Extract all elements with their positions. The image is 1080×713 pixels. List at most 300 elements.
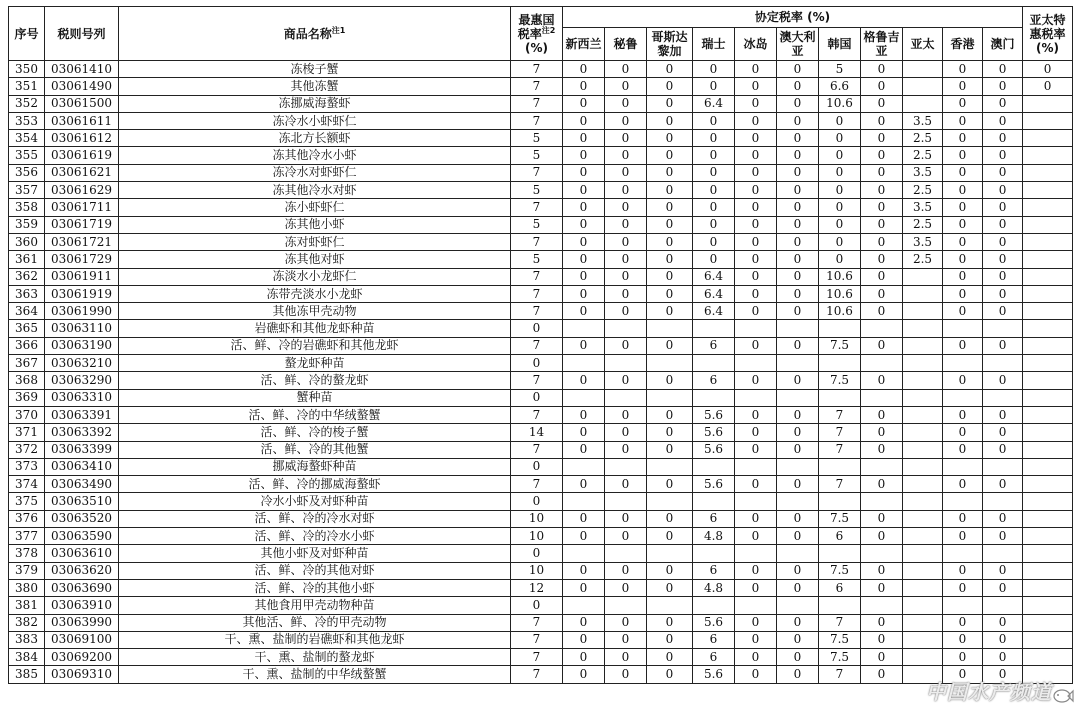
- cell-name: 冻其他对虾: [119, 251, 511, 268]
- table-row: [9, 631, 1073, 648]
- cell-australia: 0: [777, 268, 819, 285]
- cell-peru: 0: [605, 268, 647, 285]
- table-row: [9, 95, 1073, 112]
- cell-code: 03061729: [45, 251, 119, 268]
- cell-switzerland: 0: [693, 61, 735, 78]
- cell-australia: 0: [777, 666, 819, 683]
- table-row: [9, 233, 1073, 250]
- cell-hong-kong: 0: [943, 666, 983, 683]
- cell-iceland: [735, 493, 777, 510]
- cell-australia: [777, 493, 819, 510]
- cell-mfn: 7: [511, 268, 563, 285]
- cell-peru: 0: [605, 78, 647, 95]
- cell-seq: 380: [9, 579, 45, 596]
- cell-australia: 0: [777, 303, 819, 320]
- cell-iceland: 0: [735, 95, 777, 112]
- cell-name: 活、鲜、冷的岩礁虾和其他龙虾: [119, 337, 511, 354]
- cell-nz: 0: [563, 372, 605, 389]
- cell-nz: 0: [563, 666, 605, 683]
- cell-korea: 7.5: [819, 562, 861, 579]
- cell-apta: [903, 95, 943, 112]
- cell-code: 03061711: [45, 199, 119, 216]
- cell-apta: [903, 631, 943, 648]
- cell-apta-special: [1023, 528, 1073, 545]
- cell-code: 03061990: [45, 303, 119, 320]
- table-row: [9, 112, 1073, 129]
- cell-costa-rica: 0: [647, 476, 693, 493]
- watermark-text: 中国水产频道: [926, 680, 1052, 704]
- cell-seq: 351: [9, 78, 45, 95]
- cell-code: 03061500: [45, 95, 119, 112]
- cell-peru: 0: [605, 562, 647, 579]
- cell-georgia: 0: [861, 268, 903, 285]
- cell-australia: 0: [777, 337, 819, 354]
- cell-name: 其他小虾及对虾种苗: [119, 545, 511, 562]
- cell-macau: 0: [983, 424, 1023, 441]
- cell-seq: 354: [9, 130, 45, 147]
- col-hong-kong-header: 香港: [943, 28, 983, 61]
- cell-australia: 0: [777, 112, 819, 129]
- cell-seq: 383: [9, 631, 45, 648]
- cell-macau: 0: [983, 528, 1023, 545]
- cell-peru: [605, 545, 647, 562]
- cell-name: 活、鲜、冷的其他蟹: [119, 441, 511, 458]
- cell-switzerland: 6: [693, 562, 735, 579]
- cell-switzerland: 5.6: [693, 614, 735, 631]
- cell-nz: 0: [563, 182, 605, 199]
- cell-iceland: 0: [735, 199, 777, 216]
- cell-nz: 0: [563, 95, 605, 112]
- cell-australia: 0: [777, 372, 819, 389]
- cell-korea: 7: [819, 666, 861, 683]
- cell-hong-kong: 0: [943, 78, 983, 95]
- cell-nz: 0: [563, 579, 605, 596]
- cell-mfn: 5: [511, 216, 563, 233]
- cell-peru: 0: [605, 216, 647, 233]
- cell-australia: [777, 545, 819, 562]
- cell-name: 活、鲜、冷的梭子蟹: [119, 424, 511, 441]
- cell-georgia: 0: [861, 337, 903, 354]
- cell-korea: 7: [819, 476, 861, 493]
- cell-apta: [903, 61, 943, 78]
- cell-australia: 0: [777, 614, 819, 631]
- cell-apta-special: [1023, 164, 1073, 181]
- cell-georgia: 0: [861, 182, 903, 199]
- cell-hong-kong: 0: [943, 528, 983, 545]
- cell-mfn: 0: [511, 597, 563, 614]
- cell-korea: 7: [819, 441, 861, 458]
- cell-korea: 7.5: [819, 631, 861, 648]
- cell-apta: [903, 78, 943, 95]
- cell-apta-special: [1023, 510, 1073, 527]
- cell-code: 03061410: [45, 61, 119, 78]
- cell-code: 03061721: [45, 233, 119, 250]
- cell-iceland: 0: [735, 510, 777, 527]
- table-row: [9, 493, 1073, 510]
- table-row: [9, 372, 1073, 389]
- cell-georgia: 0: [861, 303, 903, 320]
- cell-hong-kong: 0: [943, 579, 983, 596]
- cell-macau: 0: [983, 510, 1023, 527]
- col-apta-header: 亚太: [903, 28, 943, 61]
- cell-costa-rica: 0: [647, 424, 693, 441]
- cell-georgia: 0: [861, 476, 903, 493]
- cell-name: 活、鲜、冷的螯龙虾: [119, 372, 511, 389]
- cell-iceland: 0: [735, 631, 777, 648]
- cell-seq: 382: [9, 614, 45, 631]
- table-row: [9, 562, 1073, 579]
- cell-name: 干、熏、盐制的螯龙虾: [119, 649, 511, 666]
- cell-apta: [903, 268, 943, 285]
- cell-code: 03063620: [45, 562, 119, 579]
- cell-macau: 0: [983, 216, 1023, 233]
- cell-switzerland: 5.6: [693, 406, 735, 423]
- cell-macau: 0: [983, 631, 1023, 648]
- table-row: [9, 251, 1073, 268]
- cell-code: 03069310: [45, 666, 119, 683]
- cell-seq: 364: [9, 303, 45, 320]
- cell-apta-special: 0: [1023, 61, 1073, 78]
- cell-costa-rica: [647, 458, 693, 475]
- cell-switzerland: 0: [693, 182, 735, 199]
- cell-seq: 371: [9, 424, 45, 441]
- cell-switzerland: 4.8: [693, 579, 735, 596]
- cell-iceland: 0: [735, 614, 777, 631]
- table-row: [9, 355, 1073, 372]
- table-row: [9, 406, 1073, 423]
- cell-nz: 0: [563, 233, 605, 250]
- cell-australia: [777, 320, 819, 337]
- cell-seq: 377: [9, 528, 45, 545]
- cell-peru: 0: [605, 130, 647, 147]
- cell-hong-kong: 0: [943, 337, 983, 354]
- cell-hong-kong: [943, 320, 983, 337]
- cell-hong-kong: [943, 597, 983, 614]
- cell-iceland: 0: [735, 303, 777, 320]
- table-row: [9, 78, 1073, 95]
- cell-georgia: [861, 597, 903, 614]
- cell-switzerland: 0: [693, 130, 735, 147]
- cell-nz: 0: [563, 303, 605, 320]
- cell-iceland: 0: [735, 649, 777, 666]
- cell-apta-special: [1023, 614, 1073, 631]
- cell-apta-special: [1023, 424, 1073, 441]
- cell-costa-rica: 0: [647, 130, 693, 147]
- cell-costa-rica: 0: [647, 268, 693, 285]
- cell-macau: [983, 458, 1023, 475]
- cell-seq: 372: [9, 441, 45, 458]
- cell-georgia: 0: [861, 372, 903, 389]
- cell-peru: 0: [605, 476, 647, 493]
- cell-switzerland: 6.4: [693, 268, 735, 285]
- cell-apta-special: [1023, 320, 1073, 337]
- cell-apta-special: [1023, 493, 1073, 510]
- cell-nz: 0: [563, 112, 605, 129]
- cell-korea: 6.6: [819, 78, 861, 95]
- cell-apta-special: 0: [1023, 78, 1073, 95]
- cell-apta-special: [1023, 441, 1073, 458]
- table-row: [9, 268, 1073, 285]
- cell-peru: 0: [605, 614, 647, 631]
- cell-hong-kong: 0: [943, 216, 983, 233]
- cell-hong-kong: 0: [943, 631, 983, 648]
- cell-hong-kong: 0: [943, 562, 983, 579]
- cell-macau: 0: [983, 268, 1023, 285]
- cell-switzerland: 6: [693, 510, 735, 527]
- cell-iceland: 0: [735, 528, 777, 545]
- cell-costa-rica: 0: [647, 631, 693, 648]
- cell-name: 其他冻蟹: [119, 78, 511, 95]
- cell-costa-rica: [647, 597, 693, 614]
- cell-hong-kong: 0: [943, 372, 983, 389]
- cell-mfn: 7: [511, 631, 563, 648]
- cell-costa-rica: 0: [647, 510, 693, 527]
- cell-seq: 367: [9, 355, 45, 372]
- cell-costa-rica: 0: [647, 182, 693, 199]
- cell-peru: 0: [605, 95, 647, 112]
- cell-hong-kong: [943, 545, 983, 562]
- cell-name: 螯龙虾种苗: [119, 355, 511, 372]
- cell-nz: [563, 493, 605, 510]
- table-row: [9, 476, 1073, 493]
- cell-hong-kong: [943, 493, 983, 510]
- cell-peru: 0: [605, 510, 647, 527]
- table-row: [9, 164, 1073, 181]
- cell-code: 03061911: [45, 268, 119, 285]
- cell-korea: [819, 545, 861, 562]
- cell-costa-rica: 0: [647, 666, 693, 683]
- cell-code: 03063290: [45, 372, 119, 389]
- cell-macau: 0: [983, 337, 1023, 354]
- mfn-footnote: 注2: [541, 25, 556, 35]
- cell-switzerland: 6: [693, 631, 735, 648]
- cell-iceland: 0: [735, 666, 777, 683]
- cell-macau: [983, 597, 1023, 614]
- table-row: [9, 614, 1073, 631]
- cell-switzerland: 5.6: [693, 424, 735, 441]
- cell-seq: 355: [9, 147, 45, 164]
- cell-georgia: 0: [861, 649, 903, 666]
- cell-macau: 0: [983, 112, 1023, 129]
- table-row: [9, 182, 1073, 199]
- cell-mfn: 7: [511, 303, 563, 320]
- cell-iceland: 0: [735, 406, 777, 423]
- cell-macau: 0: [983, 251, 1023, 268]
- table-row: [9, 441, 1073, 458]
- cell-code: 03063490: [45, 476, 119, 493]
- table-row: [9, 337, 1073, 354]
- cell-korea: 0: [819, 251, 861, 268]
- cell-name: 活、鲜、冷的其他对虾: [119, 562, 511, 579]
- cell-code: 03063391: [45, 406, 119, 423]
- cell-apta: [903, 441, 943, 458]
- cell-peru: 0: [605, 285, 647, 302]
- cell-apta: [903, 579, 943, 596]
- cell-costa-rica: 0: [647, 406, 693, 423]
- cell-macau: 0: [983, 614, 1023, 631]
- cell-name: 干、熏、盐制的岩礁虾和其他龙虾: [119, 631, 511, 648]
- cell-nz: 0: [563, 130, 605, 147]
- cell-name: 冻其他冷水小虾: [119, 147, 511, 164]
- cell-apta-special: [1023, 182, 1073, 199]
- cell-mfn: 7: [511, 95, 563, 112]
- cell-mfn: 7: [511, 666, 563, 683]
- cell-macau: 0: [983, 303, 1023, 320]
- cell-mfn: 0: [511, 493, 563, 510]
- cell-seq: 379: [9, 562, 45, 579]
- cell-name: 冻小虾虾仁: [119, 199, 511, 216]
- col-korea-header: 韩国: [819, 28, 861, 61]
- cell-iceland: [735, 389, 777, 406]
- cell-costa-rica: 0: [647, 199, 693, 216]
- cell-hong-kong: 0: [943, 61, 983, 78]
- cell-australia: 0: [777, 233, 819, 250]
- cell-macau: [983, 389, 1023, 406]
- cell-seq: 374: [9, 476, 45, 493]
- cell-peru: [605, 597, 647, 614]
- cell-georgia: 0: [861, 424, 903, 441]
- cell-name: 冻其他小虾: [119, 216, 511, 233]
- cell-peru: [605, 389, 647, 406]
- cell-name: 冻冷水对虾虾仁: [119, 164, 511, 181]
- cell-mfn: 14: [511, 424, 563, 441]
- cell-macau: 0: [983, 199, 1023, 216]
- cell-australia: 0: [777, 130, 819, 147]
- cell-nz: 0: [563, 649, 605, 666]
- cell-switzerland: 5.6: [693, 666, 735, 683]
- cell-hong-kong: 0: [943, 182, 983, 199]
- table-row: [9, 216, 1073, 233]
- cell-korea: [819, 458, 861, 475]
- cell-code: 03063910: [45, 597, 119, 614]
- cell-apta: 2.5: [903, 216, 943, 233]
- cell-apta: [903, 458, 943, 475]
- cell-mfn: 7: [511, 476, 563, 493]
- cell-name: 冻带壳淡水小龙虾: [119, 285, 511, 302]
- cell-costa-rica: 0: [647, 95, 693, 112]
- cell-apta: [903, 597, 943, 614]
- cell-nz: [563, 597, 605, 614]
- cell-code: 03063399: [45, 441, 119, 458]
- cell-name: 活、鲜、冷的其他小虾: [119, 579, 511, 596]
- cell-mfn: 10: [511, 528, 563, 545]
- cell-mfn: 0: [511, 320, 563, 337]
- table-row: [9, 303, 1073, 320]
- cell-iceland: 0: [735, 233, 777, 250]
- cell-hong-kong: 0: [943, 441, 983, 458]
- cell-iceland: 0: [735, 476, 777, 493]
- cell-apta: 3.5: [903, 233, 943, 250]
- col-peru-header: 秘鲁: [605, 28, 647, 61]
- cell-georgia: 0: [861, 441, 903, 458]
- cell-apta-special: [1023, 649, 1073, 666]
- cell-name: 冻北方长额虾: [119, 130, 511, 147]
- cell-seq: 360: [9, 233, 45, 250]
- cell-apta: [903, 493, 943, 510]
- cell-apta-special: [1023, 112, 1073, 129]
- cell-hong-kong: 0: [943, 112, 983, 129]
- cell-georgia: 0: [861, 251, 903, 268]
- cell-switzerland: [693, 355, 735, 372]
- cell-korea: 7: [819, 614, 861, 631]
- cell-mfn: 5: [511, 147, 563, 164]
- cell-apta: 3.5: [903, 164, 943, 181]
- cell-georgia: 0: [861, 147, 903, 164]
- cell-georgia: 0: [861, 199, 903, 216]
- cell-georgia: 0: [861, 528, 903, 545]
- cell-mfn: 7: [511, 614, 563, 631]
- cell-macau: 0: [983, 147, 1023, 164]
- cell-switzerland: [693, 389, 735, 406]
- cell-korea: 5: [819, 61, 861, 78]
- cell-apta-special: [1023, 285, 1073, 302]
- cell-macau: 0: [983, 95, 1023, 112]
- table-row: [9, 597, 1073, 614]
- cell-apta: 3.5: [903, 112, 943, 129]
- cell-iceland: 0: [735, 78, 777, 95]
- cell-switzerland: 0: [693, 216, 735, 233]
- cell-korea: [819, 320, 861, 337]
- agreement-rate-group-header: 协定税率 (%): [563, 7, 1023, 28]
- cell-apta-special: [1023, 579, 1073, 596]
- cell-apta: [903, 614, 943, 631]
- cell-seq: 356: [9, 164, 45, 181]
- cell-mfn: 7: [511, 233, 563, 250]
- cell-nz: 0: [563, 562, 605, 579]
- table-row: [9, 389, 1073, 406]
- cell-australia: 0: [777, 562, 819, 579]
- cell-costa-rica: 0: [647, 562, 693, 579]
- cell-costa-rica: 0: [647, 528, 693, 545]
- cell-iceland: 0: [735, 268, 777, 285]
- cell-seq: 357: [9, 182, 45, 199]
- cell-peru: 0: [605, 112, 647, 129]
- cell-apta-special: [1023, 233, 1073, 250]
- table-row: [9, 147, 1073, 164]
- cell-hong-kong: 0: [943, 285, 983, 302]
- cell-australia: 0: [777, 199, 819, 216]
- cell-iceland: 0: [735, 164, 777, 181]
- cell-name: 冻梭子蟹: [119, 61, 511, 78]
- cell-australia: 0: [777, 164, 819, 181]
- table-row: [9, 199, 1073, 216]
- cell-apta-special: [1023, 95, 1073, 112]
- cell-hong-kong: 0: [943, 476, 983, 493]
- cell-iceland: [735, 597, 777, 614]
- col-name-header: 商品名称$^{注1}$: [119, 7, 511, 61]
- cell-apta: [903, 649, 943, 666]
- cell-georgia: 0: [861, 562, 903, 579]
- cell-hong-kong: 0: [943, 233, 983, 250]
- cell-costa-rica: 0: [647, 372, 693, 389]
- table-row: [9, 458, 1073, 475]
- cell-peru: 0: [605, 579, 647, 596]
- cell-apta-special: [1023, 130, 1073, 147]
- cell-hong-kong: 0: [943, 95, 983, 112]
- col-macau-header: 澳门: [983, 28, 1023, 61]
- cell-costa-rica: 0: [647, 112, 693, 129]
- cell-apta-special: [1023, 337, 1073, 354]
- cell-australia: 0: [777, 61, 819, 78]
- cell-macau: 0: [983, 78, 1023, 95]
- cell-iceland: 0: [735, 562, 777, 579]
- cell-code: 03063520: [45, 510, 119, 527]
- cell-georgia: 0: [861, 631, 903, 648]
- cell-apta: 3.5: [903, 199, 943, 216]
- cell-georgia: [861, 493, 903, 510]
- cell-mfn: 10: [511, 510, 563, 527]
- cell-switzerland: 0: [693, 233, 735, 250]
